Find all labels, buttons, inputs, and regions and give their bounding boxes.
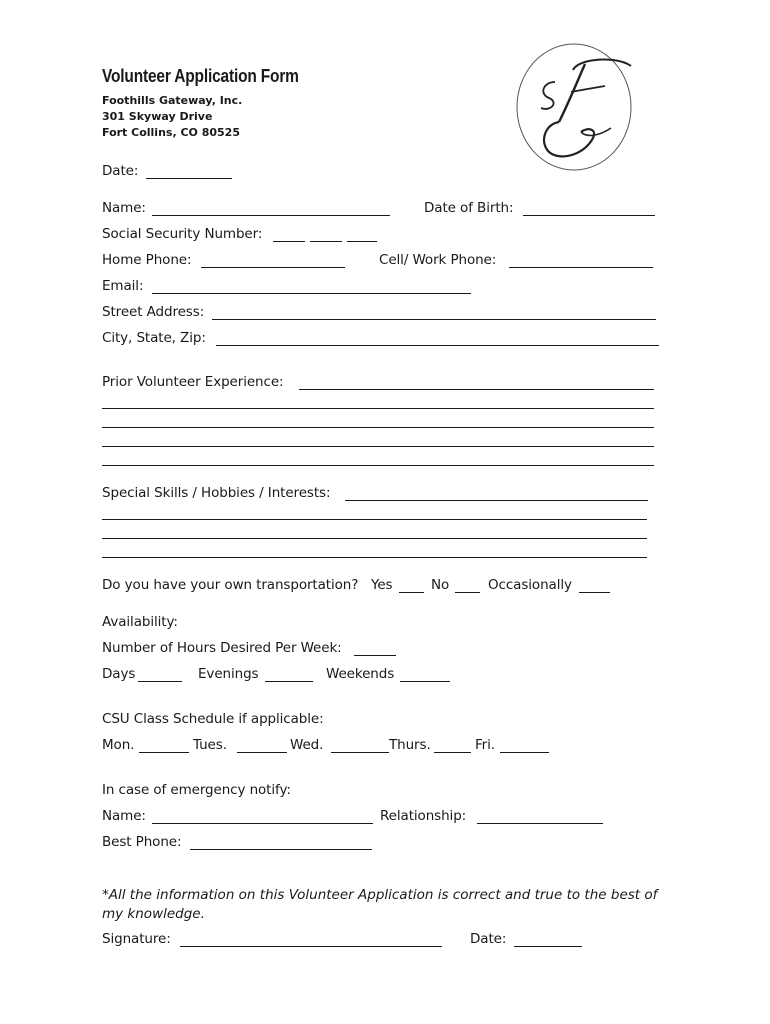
transport-no-label: No <box>431 577 450 593</box>
best-phone-label: Best Phone: <box>102 834 182 850</box>
evenings-field[interactable] <box>265 681 313 682</box>
days-label: Days <box>102 666 136 682</box>
fg-monogram-logo <box>515 42 633 172</box>
tues-field[interactable] <box>237 752 287 753</box>
transport-occasionally-field[interactable] <box>579 592 610 593</box>
city-field[interactable] <box>216 345 659 346</box>
skills-line-4[interactable] <box>102 557 647 558</box>
best-phone-field[interactable] <box>190 849 372 850</box>
cell-phone-field[interactable] <box>509 267 653 268</box>
hours-field[interactable] <box>354 655 396 656</box>
skills-line-3[interactable] <box>102 538 647 539</box>
skills-line-2[interactable] <box>102 519 647 520</box>
wed-label: Wed. <box>290 737 324 753</box>
signature-label: Signature: <box>102 931 171 947</box>
weekends-field[interactable] <box>400 681 450 682</box>
fri-label: Fri. <box>475 737 495 753</box>
transport-yes-label: Yes <box>371 577 393 593</box>
transport-occasionally-label: Occasionally <box>488 577 572 593</box>
prior-experience-line-4[interactable] <box>102 446 654 447</box>
transport-yes-field[interactable] <box>399 592 424 593</box>
street-label: Street Address: <box>102 304 205 320</box>
prior-experience-label: Prior Volunteer Experience: <box>102 374 284 390</box>
emergency-label: In case of emergency notify: <box>102 782 291 798</box>
skills-label: Special Skills / Hobbies / Interests: <box>102 485 331 501</box>
email-label: Email: <box>102 278 144 294</box>
transport-no-field[interactable] <box>455 592 480 593</box>
hours-label: Number of Hours Desired Per Week: <box>102 640 342 656</box>
home-phone-label: Home Phone: <box>102 252 192 268</box>
tues-label: Tues. <box>193 737 227 753</box>
org-street: 301 Skyway Drive <box>102 110 213 123</box>
signature-date-field[interactable] <box>514 946 582 947</box>
prior-experience-line-5[interactable] <box>102 465 654 466</box>
ssn-part3-field[interactable] <box>347 241 377 242</box>
signature-date-label: Date: <box>470 931 507 947</box>
signature-field[interactable] <box>180 946 442 947</box>
mon-field[interactable] <box>139 752 189 753</box>
street-field[interactable] <box>212 319 656 320</box>
dob-field[interactable] <box>523 215 655 216</box>
thurs-field[interactable] <box>434 752 471 753</box>
availability-label: Availability: <box>102 614 178 630</box>
city-label: City, State, Zip: <box>102 330 206 346</box>
org-city: Fort Collins, CO 80525 <box>102 126 240 139</box>
csu-label: CSU Class Schedule if applicable: <box>102 711 324 727</box>
prior-experience-line-1[interactable] <box>299 389 654 390</box>
transport-label: Do you have your own transportation? <box>102 577 359 593</box>
evenings-label: Evenings <box>198 666 259 682</box>
ssn-part1-field[interactable] <box>273 241 305 242</box>
name-label: Name: <box>102 200 146 216</box>
emergency-name-field[interactable] <box>152 823 373 824</box>
ssn-label: Social Security Number: <box>102 226 263 242</box>
cell-phone-label: Cell/ Work Phone: <box>379 252 497 268</box>
relationship-label: Relationship: <box>380 808 467 824</box>
org-name: Foothills Gateway, Inc. <box>102 94 243 107</box>
fri-field[interactable] <box>500 752 549 753</box>
days-field[interactable] <box>138 681 182 682</box>
wed-field[interactable] <box>331 752 389 753</box>
prior-experience-line-2[interactable] <box>102 408 654 409</box>
certification-statement: *All the information on this Volunteer Application is correct and true to the best of my knowledge. <box>102 887 658 922</box>
name-field[interactable] <box>152 215 390 216</box>
mon-label: Mon. <box>102 737 135 753</box>
prior-experience-line-3[interactable] <box>102 427 654 428</box>
thurs-label: Thurs. <box>389 737 431 753</box>
date-field[interactable] <box>146 178 232 179</box>
email-field[interactable] <box>152 293 471 294</box>
form-title: Volunteer Application Form <box>102 66 299 86</box>
date-label: Date: <box>102 163 139 179</box>
ssn-part2-field[interactable] <box>310 241 342 242</box>
emergency-name-label: Name: <box>102 808 146 824</box>
dob-label: Date of Birth: <box>424 200 514 216</box>
weekends-label: Weekends <box>326 666 395 682</box>
home-phone-field[interactable] <box>201 267 345 268</box>
relationship-field[interactable] <box>477 823 603 824</box>
skills-line-1[interactable] <box>345 500 648 501</box>
